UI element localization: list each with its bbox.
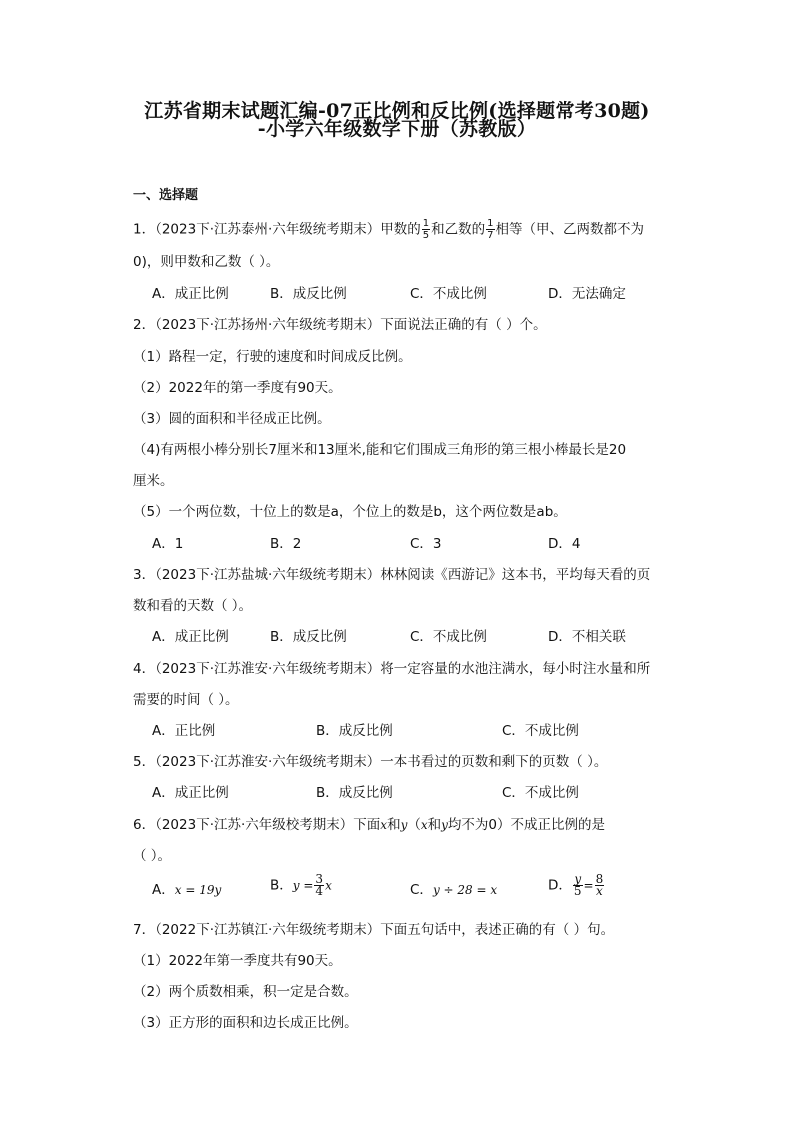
question-1-text-b: 和乙数的 [431,221,486,238]
option-c[interactable]: C．不成比例 [502,785,579,801]
fraction-denominator: 5 [422,230,430,241]
variable-y: y [441,818,448,832]
question-6-text-a: 6．（2023下·江苏·六年级校考期末）下面 [133,817,381,833]
fraction-denominator: 7 [487,230,494,241]
question-7-line-1: 7．（2022下·江苏镇江·六年级统考期末）下面五句话中，表述正确的有（ ）句。 [133,922,615,938]
question-2-statement-1: （1）路程一定，行驶的速度和时间成反比例。 [133,349,412,365]
option-d-label: D． [548,877,572,894]
option-b[interactable]: B．2 [270,536,302,552]
question-7-statement-1: （1）2022年第一季度共有90天。 [133,953,342,969]
option-a[interactable]: A．成正比例 [152,629,229,645]
variable-y: y [400,818,408,832]
fraction-numerator: y [574,872,582,886]
option-b[interactable]: B．成反比例 [270,286,347,302]
option-a[interactable]: A．成正比例 [152,286,229,302]
section-heading: 一、选择题 [133,188,199,203]
question-7-statement-2: （2）两个质数相乘，积一定是合数。 [133,984,358,1000]
question-6-text-c: （ [407,817,421,833]
option-b-expression-pre: y = [292,878,314,893]
question-6-text-b: 和 [387,817,401,833]
option-c[interactable]: C．3 [410,536,442,552]
option-b[interactable]: B．成反比例 [316,723,393,739]
question-5-line-1: 5．（2023下·江苏淮安·六年级统考期末）一本书看过的页数和剩下的页数（ ）。 [133,754,608,770]
question-7-statement-3: （3）正方形的面积和边长成正比例。 [133,1015,358,1031]
fraction-numerator: 3 [315,872,324,886]
question-1-text-c: 相等（甲、乙两数都不为 [495,221,645,238]
fraction-8-over-x [595,874,605,897]
question-2-line-1: 2．（2023下·江苏扬州·六年级统考期末）下面说法正确的有（ ）个。 [133,317,547,333]
question-6-text-e: 均不为0）不成正比例的是 [447,817,605,833]
question-3-options [152,627,672,647]
fraction-y-over-5 [573,874,583,897]
fraction-three-fourths [314,874,324,897]
question-1-line-2: 0)，则甲数和乙数（ ）。 [133,254,280,270]
question-2-statement-4a: （4)有两根小棒分别长7厘米和13厘米,能和它们围成三角形的第三根小棒最长是20 [133,442,627,458]
question-3-line-1: 3．（2023下·江苏盐城·六年级统考期末）林林阅读《西游记》这本书，平均每天看的页 [133,567,651,583]
variable-x: x [420,818,428,832]
question-6-line-1 [133,815,673,835]
question-1-options [152,284,672,304]
question-1-line-1 [133,218,673,241]
option-a[interactable] [152,880,221,900]
option-c[interactable]: C．不成比例 [410,286,487,302]
option-c[interactable]: C．不成比例 [410,629,487,645]
option-b-expression-post: x [325,878,332,893]
question-2-statement-5: （5）一个两位数，十位上的数是a，个位上的数是b，这个两位数是ab。 [133,504,567,520]
variable-x: x [380,818,388,832]
fraction-one-fifth [422,218,430,241]
option-a-expression: x = 19y [174,883,222,897]
question-1-text-a: 1．（2023下·江苏泰州·六年级统考期末）甲数的 [133,221,421,238]
option-c-label: C． [410,882,433,898]
question-4-line-2: 需要的时间（ ）。 [133,692,239,708]
question-6-options [152,872,672,906]
question-2-options [152,534,672,554]
option-d[interactable]: D．无法确定 [548,286,626,302]
question-6-line-2: （ ）。 [133,848,172,864]
option-b[interactable]: B．成反比例 [270,629,347,645]
question-2-statement-2: （2）2022年的第一季度有90天。 [133,380,342,396]
question-2-statement-3: （3）圆的面积和半径成正比例。 [133,411,331,427]
question-3-line-2: 数和看的天数（ ）。 [133,598,253,614]
option-d[interactable]: D．不相关联 [548,629,626,645]
fraction-numerator: 1 [422,218,430,229]
option-b-label: B． [270,877,293,894]
option-a[interactable]: A．正比例 [152,723,216,739]
option-b[interactable]: B．成反比例 [316,785,393,801]
question-2-statement-4b: 厘米。 [133,473,174,489]
fraction-one-seventh [486,218,494,241]
option-a-label: A． [152,882,175,898]
option-b[interactable] [270,874,332,897]
document-title-line-1: 江苏省期末试题汇编-07正比例和反比例(选择题常考30题) [144,100,650,122]
option-a[interactable]: A．成正比例 [152,785,229,801]
option-c[interactable] [410,880,497,900]
option-d[interactable]: D．4 [548,536,581,552]
fraction-numerator: 8 [595,872,604,886]
document-title-line-2: -小学六年级数学下册（苏教版） [257,118,537,140]
option-a[interactable]: A．1 [152,536,184,552]
question-6-text-d: 和 [427,817,442,833]
option-d[interactable] [548,874,605,897]
question-5-options [152,783,672,803]
fraction-denominator: 5 [573,884,582,898]
option-c-expression: y ÷ 28 = x [432,883,498,897]
question-4-options [152,721,672,741]
fraction-numerator: 1 [487,218,494,229]
question-4-line-1: 4．（2023下·江苏淮安·六年级统考期末）将一定容量的水池注满水，每小时注水量和所 [133,661,651,677]
equals-sign: = [583,878,594,893]
fraction-denominator: 4 [315,884,324,898]
fraction-denominator: x [596,884,603,898]
option-c[interactable]: C．不成比例 [502,723,579,739]
